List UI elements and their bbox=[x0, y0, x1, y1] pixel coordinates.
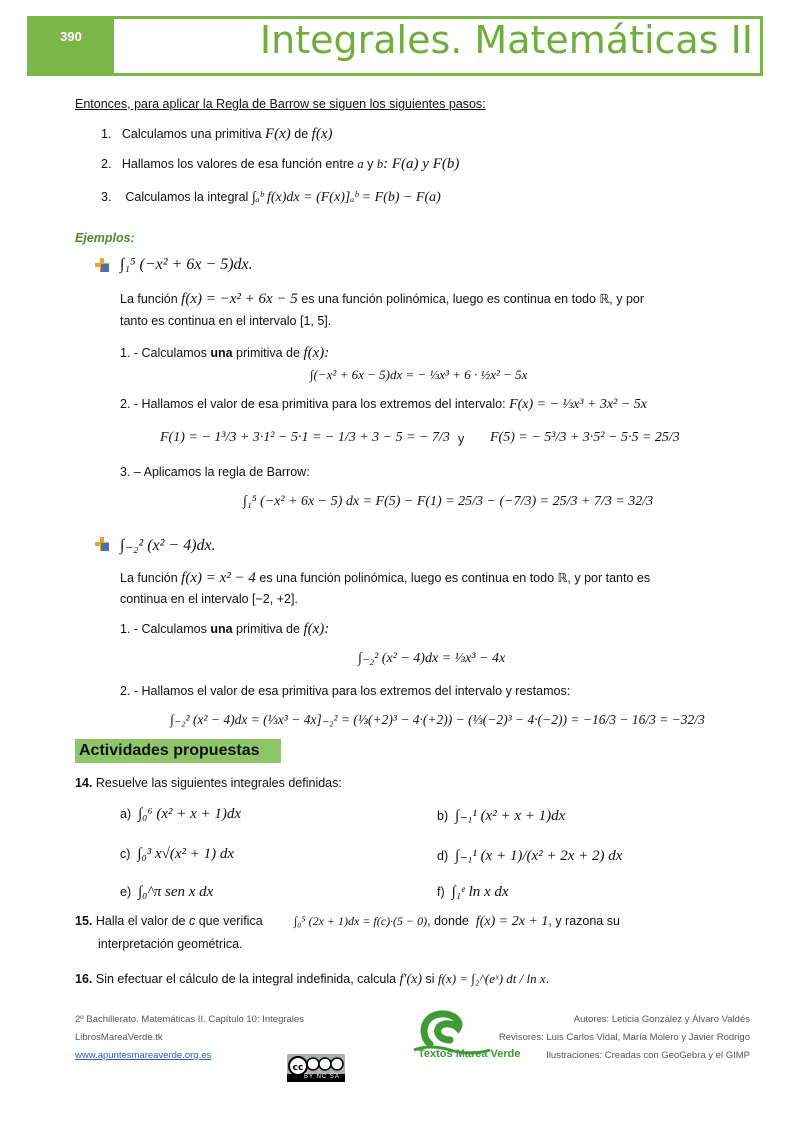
example2-result: ∫₋₂² (x² − 4)dx = (⅓x³ − 4x]₋₂² = (⅓(+2)³ − 4·(+2)) − (⅓(−2)³ − 4·(−2)) = −16/3 − 16/3 = −32/3 bbox=[170, 712, 705, 727]
example1-barrow: ∫₁⁵ (−x² + 6x − 5) dx = F(5) − F(1) = 25/3 − (−7/3) = 25/3 + 7/3 = 32/3 bbox=[243, 494, 654, 509]
example1-primitive: ∫(−x² + 6x − 5)dx = − ⅓x³ + 6 · ½x² − 5x bbox=[310, 367, 528, 382]
question-14: 14. Resuelve las siguientes integrales definidas: bbox=[75, 776, 342, 790]
question-15-line2: interpretación geométrica. bbox=[98, 937, 243, 951]
example2-desc-line1: La función f(x) = x² − 4 es una función polinómica, luego es continua en todo ℝ, y por tanto es bbox=[120, 570, 651, 586]
footer-illustrations: Ilustraciones: Creadas con GeoGebra y el GIMP bbox=[546, 1050, 750, 1061]
example2-desc-line2: continua en el intervalo [−2, +2]. bbox=[120, 592, 298, 606]
example1-F1: F(1) = − 1³/3 + 3·1² − 5·1 = − 1/3 + 3 − 5 = − 7/3 bbox=[160, 430, 450, 445]
example1-and: y bbox=[458, 432, 465, 446]
question-15: 15. Halla el valor de c que verifica ∫₀⁵ (2x + 1)dx = f(c)·(5 − 0), donde f(x) = 2x + 1, y razona su bbox=[75, 914, 620, 929]
example1-desc-line1: La función f(x) = −x² + 6x − 5 es una función polinómica, luego es continua en todo ℝ, y por bbox=[120, 291, 645, 307]
footer-authors: Autores: Leticia González y Álvaro Valdés bbox=[573, 1014, 750, 1025]
examples-label: Ejemplos: bbox=[75, 231, 135, 245]
example2-step1: 1. - Calculamos una primitiva de f(x): bbox=[120, 621, 330, 637]
question-16: 16. Sin efectuar el cálculo de la integral indefinida, calcula f′(x) si f(x) = ∫₂^(eˣ) dt / ln x. bbox=[75, 971, 550, 987]
bullet-icon bbox=[95, 258, 109, 272]
exercise-a: a) ∫₀⁶ (x² + x + 1)dx bbox=[120, 806, 242, 822]
example1-desc-line2: tanto es continua en el intervalo [1, 5]. bbox=[120, 314, 332, 328]
step-1: 1. Calculamos una primitiva F(x) de f(x) bbox=[101, 126, 333, 142]
page-title: Integrales. Matemáticas II bbox=[259, 18, 753, 62]
logo-text: Textos Marea Verde bbox=[418, 1048, 521, 1060]
cc-text: BY NC SA bbox=[304, 1074, 340, 1080]
footer-course: 2º Bachillerato. Matemáticas II. Capítulo 10: Integrales bbox=[75, 1014, 304, 1025]
exercise-c: c) ∫₀³ x√(x² + 1) dx bbox=[120, 846, 235, 862]
page-number-badge: 390 bbox=[28, 17, 114, 73]
step-2: 2. Hallamos los valores de esa función entre a y b: F(a) y F(b) bbox=[101, 156, 460, 172]
footer-link[interactable]: www.apuntesmareaverde.org.es bbox=[75, 1050, 212, 1061]
example1-step1: 1. - Calculamos una primitiva de f(x): bbox=[120, 345, 330, 361]
step-3: 3. Calculamos la integral ∫ₐᵇ f(x)dx = (F(x)]ₐᵇ = F(b) − F(a) bbox=[101, 190, 441, 205]
exercise-d: d) ∫₋₁¹ (x + 1)/(x² + 2x + 2) dx bbox=[437, 848, 623, 864]
example2-primitive: ∫₋₂² (x² − 4)dx = ⅓x³ − 4x bbox=[358, 651, 506, 666]
example1-integral: ∫₁⁵ (−x² + 6x − 5)dx. bbox=[120, 256, 253, 273]
exercise-e: e) ∫₀^π sen x dx bbox=[120, 884, 214, 900]
activities-heading: Actividades propuestas bbox=[75, 739, 281, 763]
example1-step2: 2. - Hallamos el valor de esa primitiva para los extremos del intervalo: F(x) = − ⅓x³ + 3x² − 5x bbox=[120, 397, 647, 412]
example2-integral: ∫₋₂² (x² − 4)dx. bbox=[120, 537, 216, 554]
bullet-icon bbox=[95, 537, 109, 551]
intro-text: Entonces, para aplicar la Regla de Barrow se siguen los siguientes pasos: bbox=[75, 97, 486, 111]
footer-site: LibrosMareaVerde.tk bbox=[75, 1032, 163, 1043]
svg-text:cc: cc bbox=[292, 1063, 304, 1073]
example1-step3: 3. – Aplicamos la regla de Barrow: bbox=[120, 465, 310, 479]
footer-reviewers: Revisores: Luis Carlos Vidal, María Molero y Javier Rodrigo bbox=[498, 1032, 750, 1043]
example2-step2: 2. - Hallamos el valor de esa primitiva para los extremos del intervalo y restamos: bbox=[120, 684, 571, 698]
example1-F5: F(5) = − 5³/3 + 3·5² − 5·5 = 25/3 bbox=[490, 430, 680, 445]
exercise-b: b) ∫₋₁¹ (x² + x + 1)dx bbox=[437, 808, 566, 824]
exercise-f: f) ∫₁ᵉ ln x dx bbox=[437, 884, 509, 900]
